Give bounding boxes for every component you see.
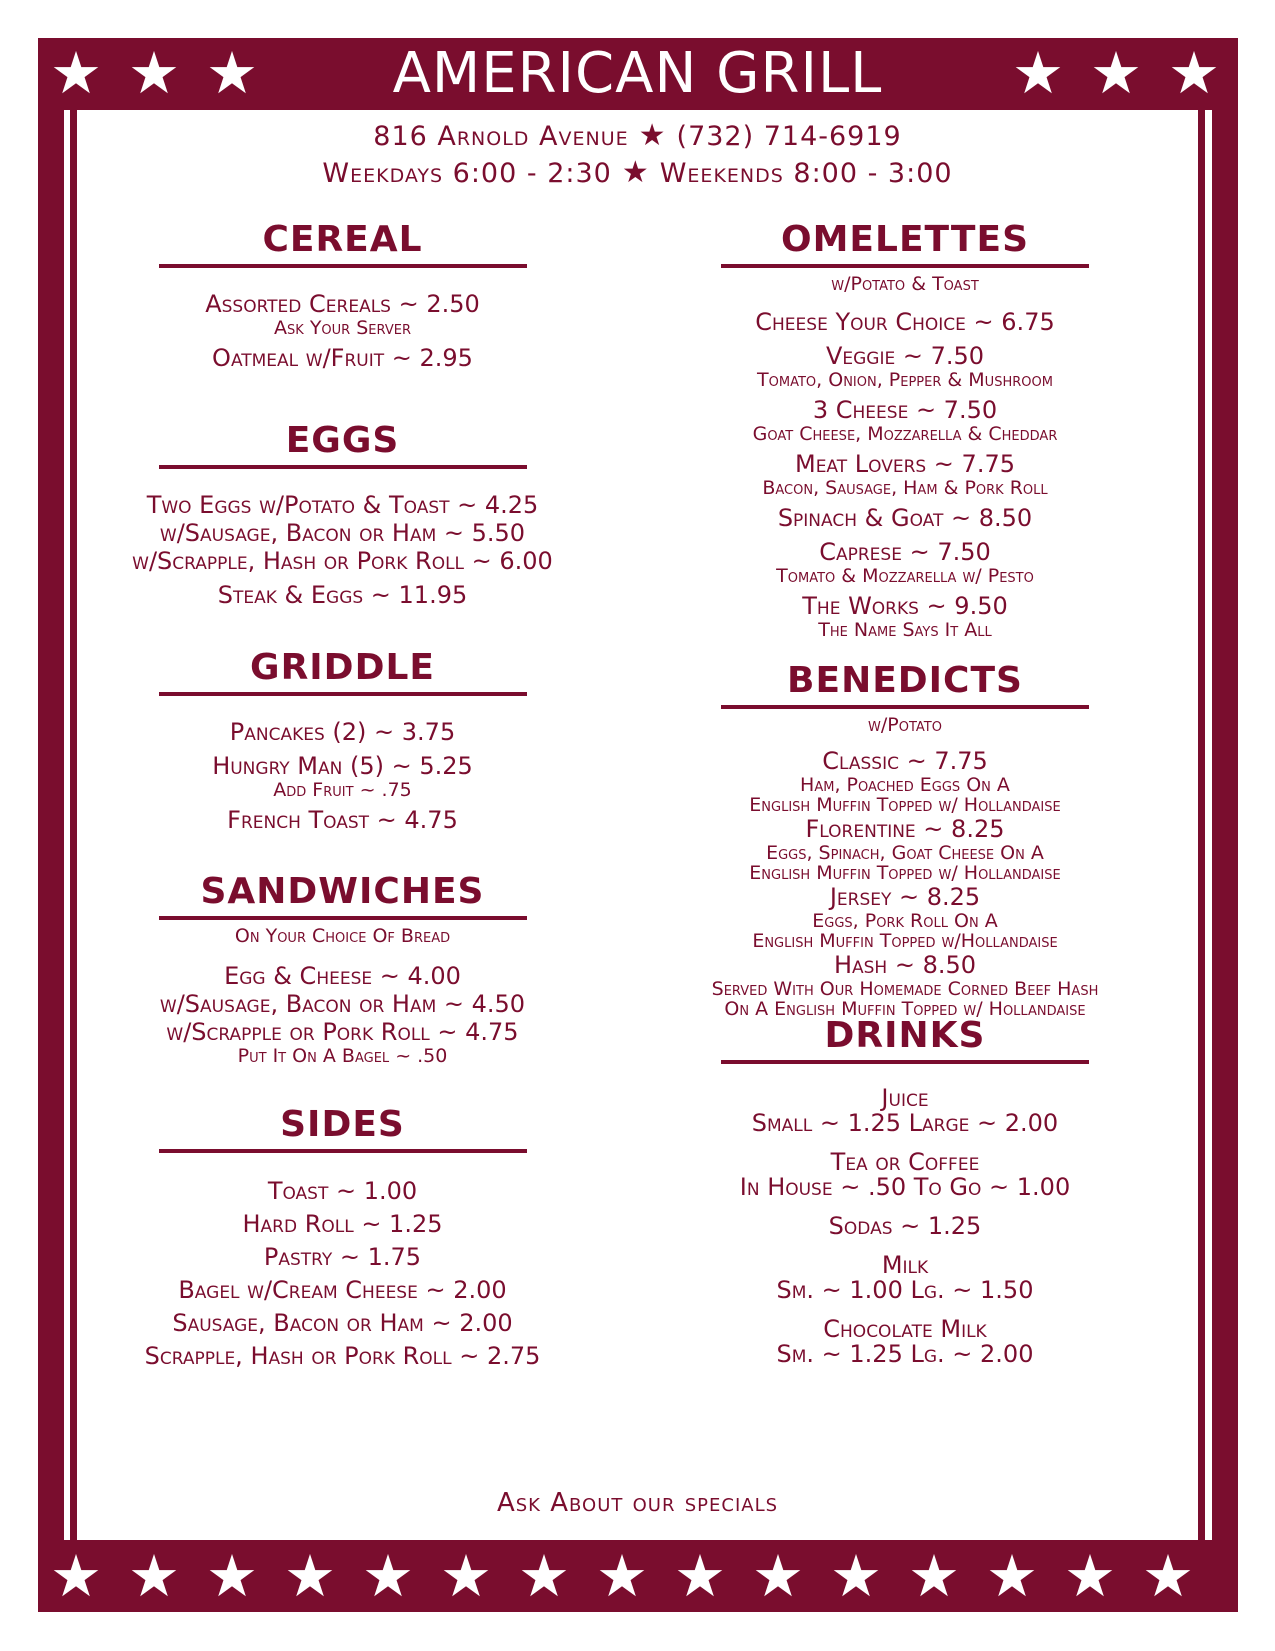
item-detail: In House ~ .50 To Go ~ 1.00 [739,1173,1071,1201]
star-icon: ★ [284,1542,336,1610]
sandwiches-section [80,872,605,1066]
menu-item: Hungry Man (5) ~ 5.25 [212,752,473,780]
star-icon: ★ [1012,39,1064,107]
item-detail: Sm. ~ 1.25 Lg. ~ 2.00 [776,1340,1034,1368]
item-note: On A English Muffin Topped w/ Hollandaise [724,998,1086,1020]
star-icon: ★ [674,1542,726,1610]
menu-item: Classic ~ 7.75 [822,747,988,775]
star-icon: ★ [128,39,180,107]
menu-item: Chocolate Milk [823,1315,987,1343]
menu-item: w/Sausage, Bacon or Ham ~ 4.50 [159,990,526,1018]
item-note: Add Fruit ~ .75 [273,779,412,801]
drinks-section [615,1016,1195,1367]
star-icon: ★ [638,118,667,153]
menu-item: Juice [881,1084,929,1112]
weekday-hours: Weekdays 6:00 - 2:30 [322,158,612,189]
section-title: SANDWICHES [200,871,485,912]
star-icon: ★ [986,1542,1038,1610]
menu-item: Pancakes (2) ~ 3.75 [229,718,456,746]
star-icon: ★ [362,1542,414,1610]
menu-item: Sausage, Bacon or Ham ~ 2.00 [172,1309,513,1337]
star-icon: ★ [50,39,102,107]
item-note: Ham, Poached Eggs On A [800,774,1010,796]
item-note: Tomato & Mozzarella w/ Pesto [776,565,1034,587]
menu-item: Veggie ~ 7.50 [825,342,985,370]
menu-item: Milk [881,1251,929,1279]
menu-item: Hash ~ 8.50 [833,951,977,979]
menu-item: The Works ~ 9.50 [802,592,1008,620]
menu-item: Caprese ~ 7.50 [819,538,991,566]
section-divider [721,705,1089,709]
menu-item: Sodas ~ 1.25 [828,1212,982,1240]
star-icon: ★ [206,39,258,107]
left-border-outer [38,108,64,1542]
omelettes-section [615,220,1195,640]
star-icon: ★ [206,1542,258,1610]
griddle-section [80,648,605,834]
section-title: CEREAL [262,219,423,260]
menu-item: w/Sausage, Bacon or Ham ~ 5.50 [159,519,526,547]
item-note: English Muffin Topped w/Hollandaise [752,930,1058,952]
section-title: OMELETTES [780,219,1029,260]
menu-item: Jersey ~ 8.25 [829,883,981,911]
section-divider [721,264,1089,268]
item-note: Ask Your Server [274,317,411,339]
star-icon: ★ [440,1542,492,1610]
hours-line [100,155,1175,190]
item-note: English Muffin Topped w/ Hollandaise [749,862,1061,884]
menu-item: Cheese Your Choice ~ 6.75 [755,308,1055,336]
item-detail: Small ~ 1.25 Large ~ 2.00 [751,1109,1059,1137]
menu-item: Egg & Cheese ~ 4.00 [224,962,461,990]
phone-number: (732) 714-6919 [676,121,902,152]
star-icon: ★ [596,1542,648,1610]
star-icon: ★ [50,1542,102,1610]
item-detail: Sm. ~ 1.00 Lg. ~ 1.50 [776,1276,1034,1304]
section-title: BENEDICTS [787,660,1023,701]
star-icon: ★ [1142,1542,1194,1610]
star-icon: ★ [1064,1542,1116,1610]
menu-item: Scrapple, Hash or Pork Roll ~ 2.75 [144,1342,541,1370]
item-note: Eggs, Pork Roll On A [812,910,998,932]
star-icon: ★ [1168,39,1220,107]
menu-item: w/Scrapple or Pork Roll ~ 4.75 [166,1018,519,1046]
menu-item: Assorted Cereals ~ 2.50 [205,290,480,318]
star-icon: ★ [908,1542,960,1610]
section-divider [159,916,527,920]
item-note: Goat Cheese, Mozzarella & Cheddar [752,423,1058,445]
menu-item: w/Scrapple, Hash or Pork Roll ~ 6.00 [132,547,553,575]
section-subtitle: w/Potato [868,714,942,736]
item-note: Tomato, Onion, Pepper & Mushroom [757,369,1053,391]
star-icon: ★ [1090,39,1142,107]
item-note: Bacon, Sausage, Ham & Pork Roll [762,477,1048,499]
benedicts-section [615,661,1195,1019]
menu-item: Hard Roll ~ 1.25 [242,1210,443,1238]
section-title: SIDES [280,1104,405,1145]
restaurant-title: AMERICAN GRILL [392,41,883,106]
item-note: Put It On A Bagel ~ .50 [237,1045,448,1067]
menu-item: Steak & Eggs ~ 11.95 [217,581,468,609]
star-icon: ★ [752,1542,804,1610]
menu-item: 3 Cheese ~ 7.50 [812,396,998,424]
menu-item: Tea or Coffee [830,1148,980,1176]
item-note: English Muffin Topped w/ Hollandaise [749,794,1061,816]
menu-item: Pastry ~ 1.75 [263,1243,422,1271]
cereal-section [80,220,605,372]
right-border-outer [1212,108,1238,1542]
star-icon: ★ [621,155,650,190]
item-note: Eggs, Spinach, Goat Cheese On A [766,842,1044,864]
item-note: Served With Our Homemade Corned Beef Hash [711,978,1099,1000]
menu-item: Oatmeal w/Fruit ~ 2.95 [212,344,473,372]
right-border-inner [1198,108,1205,1542]
section-title: DRINKS [824,1015,986,1056]
sides-section [80,1105,605,1373]
menu-item: Florentine ~ 8.25 [805,815,1005,843]
item-note: The Name Says It All [818,619,992,641]
menu-item: Bagel w/Cream Cheese ~ 2.00 [178,1276,507,1304]
weekend-hours: Weekends 8:00 - 3:00 [659,158,953,189]
star-icon: ★ [830,1542,882,1610]
star-icon: ★ [128,1542,180,1610]
menu-item: Toast ~ 1.00 [267,1177,418,1205]
specials-footer: Ask About our specials [496,1488,779,1518]
menu-item: Meat Lovers ~ 7.75 [794,450,1015,478]
left-border-inner [70,108,77,1542]
address: 816 Arnold Avenue [373,121,629,152]
section-subtitle: w/Potato & Toast [831,273,979,295]
section-subtitle: On Your Choice Of Bread [234,925,451,947]
menu-item: French Toast ~ 4.75 [227,806,458,834]
star-icon: ★ [518,1542,570,1610]
section-title: EGGS [285,420,400,461]
menu-item: Two Eggs w/Potato & Toast ~ 4.25 [146,491,539,519]
address-line [100,118,1175,153]
menu-item: Spinach & Goat ~ 8.50 [777,504,1033,532]
section-title: GRIDDLE [250,647,435,688]
eggs-section [80,421,605,609]
